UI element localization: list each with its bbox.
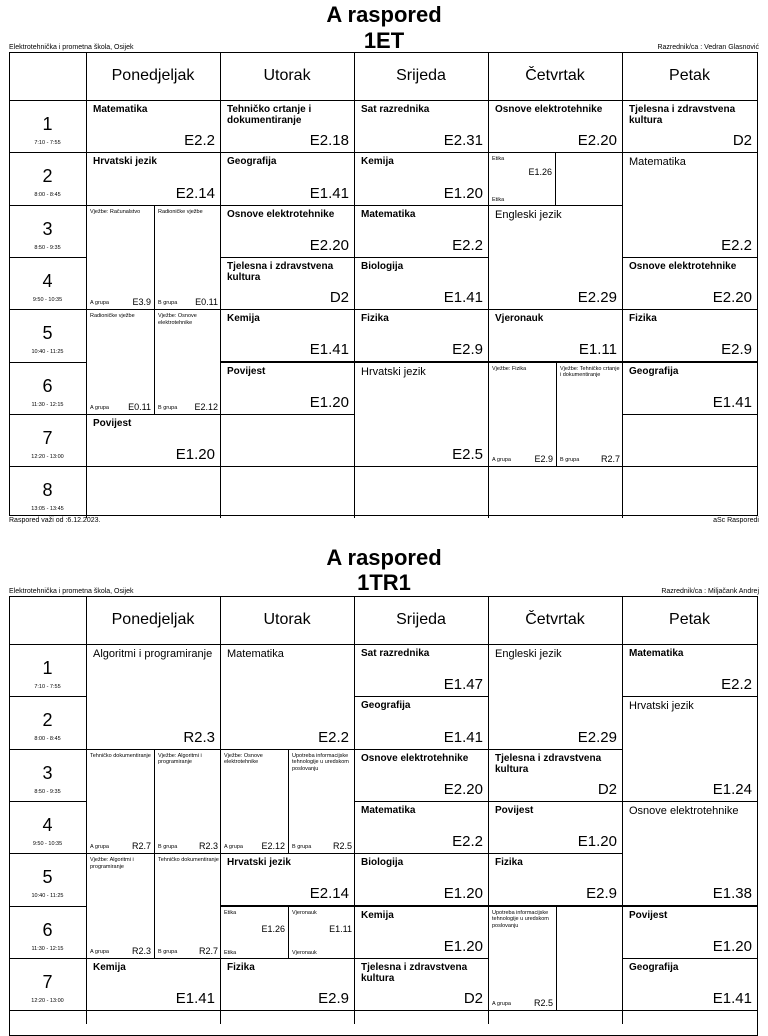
room-code: E2.9 <box>318 990 349 1008</box>
group-room: E0.11 <box>195 297 218 308</box>
room-code: E2.14 <box>309 885 349 903</box>
period-time: 12:20 - 13:00 <box>31 997 64 1004</box>
period-number: 3 <box>42 218 53 239</box>
group-lesson-name: Radioničke vježbe <box>158 208 203 215</box>
period-number: 2 <box>42 166 53 187</box>
elective-name: Etika <box>492 156 505 163</box>
elective-name-bottom: Etika <box>492 196 505 203</box>
group-label: B grupa <box>158 844 178 851</box>
group-room: E3.9 <box>132 297 151 308</box>
day-header: Četvrtak <box>525 67 585 84</box>
lesson-cell[interactable] <box>220 906 355 959</box>
lesson-cell[interactable] <box>488 801 623 854</box>
room-code: E1.20 <box>577 833 617 851</box>
subject-name: Povijest <box>629 909 668 921</box>
group-room: R2.5 <box>332 841 352 852</box>
period-number: 8 <box>42 480 53 501</box>
period-number: 5 <box>42 867 53 888</box>
room-code: E2.2 <box>318 728 349 746</box>
room-code: E2.20 <box>309 236 349 254</box>
group-label: B grupa <box>158 404 178 411</box>
group-label: A grupa <box>492 1001 511 1008</box>
group-lesson[interactable] <box>87 750 154 854</box>
row-divider <box>9 801 86 802</box>
room-code: E1.41 <box>443 728 483 746</box>
room-code: E2.29 <box>577 728 617 746</box>
room-code: E2.2 <box>452 236 483 254</box>
lesson-cell[interactable] <box>354 696 489 749</box>
lesson-cell[interactable] <box>488 853 623 906</box>
elective-name: Etika <box>224 909 237 916</box>
subject-name: Fizika <box>495 857 523 869</box>
room-code: E1.47 <box>443 676 483 694</box>
group-label: A grupa <box>492 457 511 464</box>
subject-name: Sat razrednika <box>361 648 430 659</box>
school-name: Elektrotehnička i prometna škola, Osijek <box>9 44 134 51</box>
group-room: R2.7 <box>131 841 151 852</box>
group-lesson[interactable] <box>87 854 154 958</box>
subject-name: Tjelesna i zdravstvena kultura <box>629 104 736 126</box>
period-number: 1 <box>42 658 53 678</box>
group-lesson[interactable] <box>154 750 221 854</box>
period-number: 4 <box>42 270 53 291</box>
group-lesson-name: Upotreba informacijske tehnologije u uredskom poslovanju <box>292 752 349 772</box>
class-name: 1ET <box>363 28 405 53</box>
subject-name: Fizika <box>629 313 657 325</box>
room-code: E2.2 <box>452 833 483 851</box>
room-code: E1.24 <box>712 780 752 798</box>
subject-name: Tjelesna i zdravstvena kultura <box>361 961 468 984</box>
room-code: E1.11 <box>578 341 617 359</box>
group-lesson-name: Radioničke vježbe <box>90 313 135 320</box>
group-room: R2.3 <box>198 841 218 852</box>
period-number: 5 <box>42 323 53 344</box>
school-name: Elektrotehnička i prometna škola, Osijek <box>9 588 134 595</box>
lesson-cell[interactable] <box>354 749 489 802</box>
room-code: E1.41 <box>712 393 752 411</box>
room-code: E2.31 <box>443 132 483 150</box>
subject-name: Fizika <box>361 313 389 325</box>
group-room: E2.9 <box>534 454 553 465</box>
period-number: 6 <box>42 375 53 396</box>
lesson-cell[interactable] <box>622 644 758 697</box>
room-code: E1.20 <box>175 446 215 464</box>
subject-name: Algoritmi i programiranje <box>93 648 213 660</box>
room-code: E1.20 <box>712 937 752 955</box>
class-teacher: Razrednik/ca : Vedran Glasnović <box>657 44 759 51</box>
room-code: E2.14 <box>175 184 215 202</box>
subject-name: Kemija <box>361 156 394 168</box>
period-time: 10:40 - 11:25 <box>31 349 64 356</box>
subject-name: Tjelesna i zdravstvena kultura <box>495 752 602 775</box>
software-credit: aSc Rasporedi <box>713 517 759 524</box>
room-code: E2.2 <box>721 236 752 254</box>
lesson-cell[interactable] <box>86 853 221 959</box>
period-time: 11:30 - 12:15 <box>31 945 64 952</box>
room-code: E2.9 <box>586 885 617 903</box>
elective-name-bottom: Etika <box>224 949 237 956</box>
row-divider <box>9 958 86 959</box>
subject-name: Povijest <box>227 365 266 377</box>
group-room: R2.5 <box>533 998 553 1009</box>
room-code: E2.18 <box>309 132 349 150</box>
row-divider <box>9 749 86 750</box>
subject-name: Hrvatski jezik <box>361 365 426 378</box>
group-lesson[interactable] <box>556 907 623 1011</box>
group-room: E2.12 <box>261 841 285 852</box>
group-lesson-name: Tehničko dokumentiranje <box>90 752 151 759</box>
group-lesson-name: Vježbe: Fizika <box>492 365 527 372</box>
lesson-cell[interactable] <box>86 958 221 1011</box>
group-lesson[interactable] <box>154 854 221 958</box>
group-label: B grupa <box>292 844 312 851</box>
group-lesson-name: Upotreba informacijske tehnologije u uredskom poslovanju <box>492 909 549 929</box>
group-label: A grupa <box>90 844 109 851</box>
room-code: R2.3 <box>183 728 215 746</box>
period-time: 10:40 - 11:25 <box>31 893 64 900</box>
lesson-cell[interactable] <box>622 958 758 1011</box>
period-time: 9:50 - 10:35 <box>32 296 63 303</box>
elective-room: E1.26 <box>261 923 285 934</box>
elective-lesson[interactable] <box>221 907 288 958</box>
subject-name: Sat razrednika <box>361 104 430 115</box>
lesson-cell[interactable] <box>488 906 623 1012</box>
room-code: E1.38 <box>712 885 752 903</box>
elective-lesson[interactable] <box>288 907 355 958</box>
lesson-cell[interactable] <box>220 958 355 1011</box>
room-code: E2.9 <box>452 341 483 359</box>
subject-name: Matematika <box>227 648 284 660</box>
subject-name: Geografija <box>227 156 277 168</box>
room-code: E1.20 <box>443 937 483 955</box>
subject-name: Kemija <box>361 909 394 921</box>
period-number: 4 <box>42 814 53 835</box>
lesson-cell[interactable] <box>220 853 355 906</box>
group-label: B grupa <box>560 457 580 464</box>
row-divider <box>9 696 86 697</box>
room-code: E1.20 <box>443 885 483 903</box>
row-divider <box>9 853 86 854</box>
period-number: 6 <box>42 919 53 940</box>
subject-name: Osnove elektrotehnike <box>361 752 469 764</box>
room-code: D2 <box>463 990 483 1008</box>
lesson-cell[interactable] <box>354 958 489 1011</box>
subject-name: Biologija <box>361 260 404 272</box>
period-number: 7 <box>42 427 53 448</box>
group-label: A grupa <box>224 844 243 851</box>
group-label: A grupa <box>90 300 109 307</box>
group-lesson[interactable] <box>221 750 288 854</box>
lesson-cell[interactable] <box>488 644 623 750</box>
subject-name: Fizika <box>227 961 255 973</box>
group-room: R2.3 <box>131 945 151 956</box>
lesson-cell[interactable] <box>220 749 355 855</box>
subject-name: Hrvatski jezik <box>227 857 291 869</box>
period-time: 8:00 - 8:45 <box>34 192 61 199</box>
day-header: Petak <box>669 611 710 628</box>
day-header: Ponedjeljak <box>111 67 195 84</box>
period-time: 8:00 - 8:45 <box>34 736 61 743</box>
group-lesson-name: Vježbe: Računalstvo <box>90 208 141 215</box>
subject-name: Matematika <box>93 104 148 115</box>
subject-name: Engleski jezik <box>495 648 562 660</box>
room-code: E2.5 <box>452 446 483 464</box>
room-code: E1.41 <box>175 990 215 1008</box>
lesson-cell[interactable] <box>354 853 489 906</box>
group-lesson[interactable] <box>489 907 556 1011</box>
period-number: 3 <box>42 762 53 783</box>
elective-name: Vjeronauk <box>292 909 317 916</box>
subject-name: Geografija <box>361 700 411 712</box>
group-label: B grupa <box>158 300 178 307</box>
group-lesson-name: Vježbe: Tehničko crtanje i dokumentiranje <box>560 365 620 378</box>
lesson-cell[interactable] <box>622 906 758 959</box>
period-time: 7:10 - 7:55 <box>34 140 61 146</box>
room-code: D2 <box>732 132 752 150</box>
room-code: D2 <box>329 289 349 307</box>
room-code: E1.41 <box>309 184 349 202</box>
period-number: 1 <box>42 114 53 134</box>
subject-name: Povijest <box>93 417 132 429</box>
day-header: Srijeda <box>396 67 446 84</box>
group-room: E0.11 <box>128 401 151 412</box>
period-time: 9:50 - 10:35 <box>32 840 63 847</box>
subject-name: Biologija <box>361 857 404 869</box>
period-time: 13:05 - 13:45 <box>31 506 64 513</box>
lesson-cell[interactable] <box>622 696 758 802</box>
room-code: E1.41 <box>443 289 483 307</box>
subject-name: Tjelesna i zdravstvena kultura <box>227 260 334 283</box>
period-time: 7:10 - 7:55 <box>34 684 61 690</box>
room-code: E2.2 <box>721 676 752 694</box>
row-divider <box>9 906 86 907</box>
period-time: 8:50 - 9:35 <box>34 244 61 251</box>
room-code: E1.41 <box>712 990 752 1008</box>
day-header: Ponedjeljak <box>111 611 195 628</box>
elective-room: E1.26 <box>528 167 552 178</box>
subject-name: Hrvatski jezik <box>629 700 694 713</box>
row-divider <box>9 1010 86 1011</box>
group-lesson-name: Vježbe: Osnove elektrotehnike <box>224 752 263 766</box>
subject-name: Matematika <box>361 804 416 816</box>
subject-name: Geografija <box>629 365 679 377</box>
group-lesson-name: Vježbe: Osnove elektrotehnike <box>158 313 197 326</box>
room-code: E1.20 <box>309 393 349 411</box>
subject-name: Vjeronauk <box>495 313 544 325</box>
room-code: E2.20 <box>443 780 483 798</box>
day-header: Utorak <box>263 67 311 84</box>
subject-name: Kemija <box>93 961 126 973</box>
period-time: 8:50 - 9:35 <box>34 788 61 795</box>
group-room: R2.7 <box>198 945 218 956</box>
room-code: E2.2 <box>184 132 215 150</box>
room-code: E2.20 <box>712 289 752 307</box>
subject-name: Geografija <box>629 961 679 973</box>
group-room: R2.7 <box>600 454 620 465</box>
group-lesson[interactable] <box>288 750 355 854</box>
subject-name: Osnove elektrotehnike <box>629 804 739 817</box>
subject-name: Hrvatski jezik <box>93 156 157 168</box>
room-code: E2.9 <box>721 341 752 359</box>
group-label: A grupa <box>90 948 109 955</box>
room-code: E2.20 <box>577 132 617 150</box>
day-header: Utorak <box>263 611 311 628</box>
subject-name: Matematika <box>629 648 684 659</box>
period-number: 7 <box>42 971 53 992</box>
period-time: 11:30 - 12:15 <box>31 401 64 408</box>
period-time: 12:20 - 13:00 <box>31 453 64 460</box>
day-header: Srijeda <box>396 611 446 628</box>
room-code: E2.29 <box>577 289 617 307</box>
class-name: 1TR1 <box>357 570 411 595</box>
class-teacher: Razrednik/ca : Miljačank Andrej <box>661 588 759 595</box>
subject-name: Engleski jezik <box>495 208 562 221</box>
subject-name: Osnove elektrotehnike <box>227 208 335 220</box>
room-code: E1.20 <box>443 184 483 202</box>
lesson-cell[interactable] <box>488 749 623 802</box>
lesson-cell[interactable] <box>622 801 758 907</box>
group-room: E2.12 <box>194 401 218 412</box>
lesson-cell[interactable] <box>354 801 489 854</box>
period-number: 2 <box>42 710 53 731</box>
timetable-title: A raspored <box>326 545 442 570</box>
group-lesson-name: Vježbe: Algoritmi i programiranje <box>90 857 134 870</box>
group-lesson-name: Vježbe: Algoritmi i programiranje <box>158 752 202 766</box>
subject-name: Osnove elektrotehnike <box>629 260 737 272</box>
subject-name: Kemija <box>227 313 260 325</box>
room-code: D2 <box>597 780 617 798</box>
elective-room: E1.11 <box>329 923 352 934</box>
lesson-cell[interactable] <box>354 644 489 697</box>
subject-name: Tehničko crtanje i dokumentiranje <box>227 104 312 126</box>
group-label: A grupa <box>90 404 109 411</box>
lesson-cell[interactable] <box>220 644 355 750</box>
lesson-cell[interactable] <box>354 906 489 959</box>
day-header: Petak <box>669 67 710 84</box>
subject-name: Matematika <box>361 208 416 220</box>
lesson-cell[interactable] <box>86 644 221 750</box>
subject-name: Povijest <box>495 804 534 816</box>
lesson-cell[interactable] <box>86 749 221 855</box>
room-code: E1.41 <box>309 341 349 359</box>
group-label: B grupa <box>158 948 178 955</box>
valid-from: Raspored važi od :6.12.2023. <box>9 517 101 524</box>
timetable-title: A raspored <box>326 2 442 27</box>
subject-name: Osnove elektrotehnike <box>495 104 603 115</box>
group-lesson-name: Tehničko dokumentiranje <box>158 857 219 864</box>
day-header: Četvrtak <box>525 611 585 628</box>
elective-name-bottom: Vjeronauk <box>292 949 317 956</box>
subject-name: Matematika <box>629 156 686 169</box>
